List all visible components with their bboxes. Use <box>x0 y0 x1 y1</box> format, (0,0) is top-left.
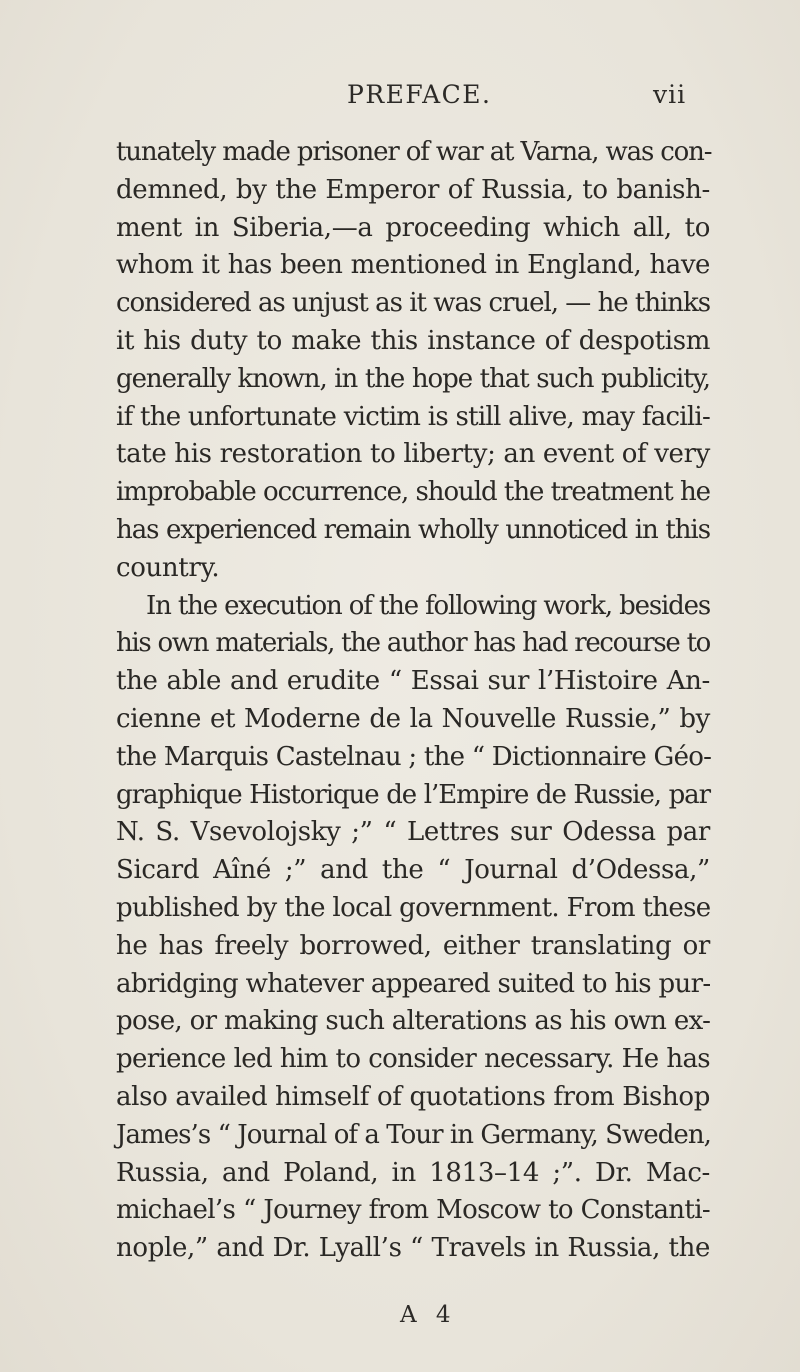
text-line: also availed himself of quotations from Bishop <box>116 1081 710 1112</box>
running-head <box>0 80 800 116</box>
page-number: vii <box>653 80 687 109</box>
text-line: tunately made prisoner of war at Varna, was con- <box>116 137 712 167</box>
running-title: PREFACE. <box>347 80 492 109</box>
text-line: N. S. Vsevolojsky ;” “ Lettres sur Odessa par <box>116 817 710 848</box>
text-line: ment in Siberia,—a proceeding which all, to <box>116 212 710 243</box>
body-text <box>116 134 710 1268</box>
text-line: country. <box>116 552 220 583</box>
text-line: his own materials, the author has had recourse to <box>116 628 710 659</box>
signature-mark: A 4 <box>400 1302 457 1328</box>
text-line: considered as unjust as it was cruel, — he thinks <box>116 288 710 319</box>
text-line: cienne et Moderne de la Nouvelle Russie,” by <box>116 703 710 734</box>
text-line: demned, by the Emperor of Russia, to banish- <box>116 174 710 205</box>
text-line: tate his restoration to liberty; an event of very <box>116 439 710 470</box>
text-line: michael’s “ Journey from Moscow to Constanti- <box>116 1195 710 1226</box>
text-line: graphique Historique de l’Empire de Russie, par <box>116 779 710 810</box>
text-line: if the unfortunate victim is still alive, may facili- <box>116 401 710 432</box>
text-line: nople,” and Dr. Lyall’s “ Travels in Russia, the <box>116 1233 710 1264</box>
text-line: Russia, and Poland, in 1813–14 ;”. Dr. Mac- <box>116 1157 710 1188</box>
text-line: improbable occurrence, should the treatment he <box>116 477 710 508</box>
text-line: perience led him to consider necessary. He has <box>116 1044 710 1075</box>
text-line: published by the local government. From these <box>116 892 711 923</box>
text-line: it his duty to make this instance of despotism <box>116 325 710 356</box>
text-line: Sicard Aîné ;” and the “ Journal d’Odessa,” <box>116 855 710 886</box>
text-line: pose, or making such alterations as his own ex- <box>116 1006 711 1037</box>
text-line: generally known, in the hope that such publicity, <box>116 363 710 394</box>
text-line: the able and erudite “ Essai sur l’Histoire An- <box>116 666 710 697</box>
paragraph-start-line: In the execution of the following work, besides <box>146 590 711 621</box>
text-line: has experienced remain wholly unnoticed in this <box>116 514 710 545</box>
text-line: James’s “ Journal of a Tour in Germany, Sweden, <box>116 1119 711 1150</box>
text-line: he has freely borrowed, either translating or <box>116 930 710 961</box>
text-line: the Marquis Castelnau ; the “ Dictionnaire Géo- <box>116 741 712 772</box>
text-line: whom it has been mentioned in England, have <box>116 250 710 281</box>
text-line: abridging whatever appeared suited to his pur- <box>116 968 711 999</box>
